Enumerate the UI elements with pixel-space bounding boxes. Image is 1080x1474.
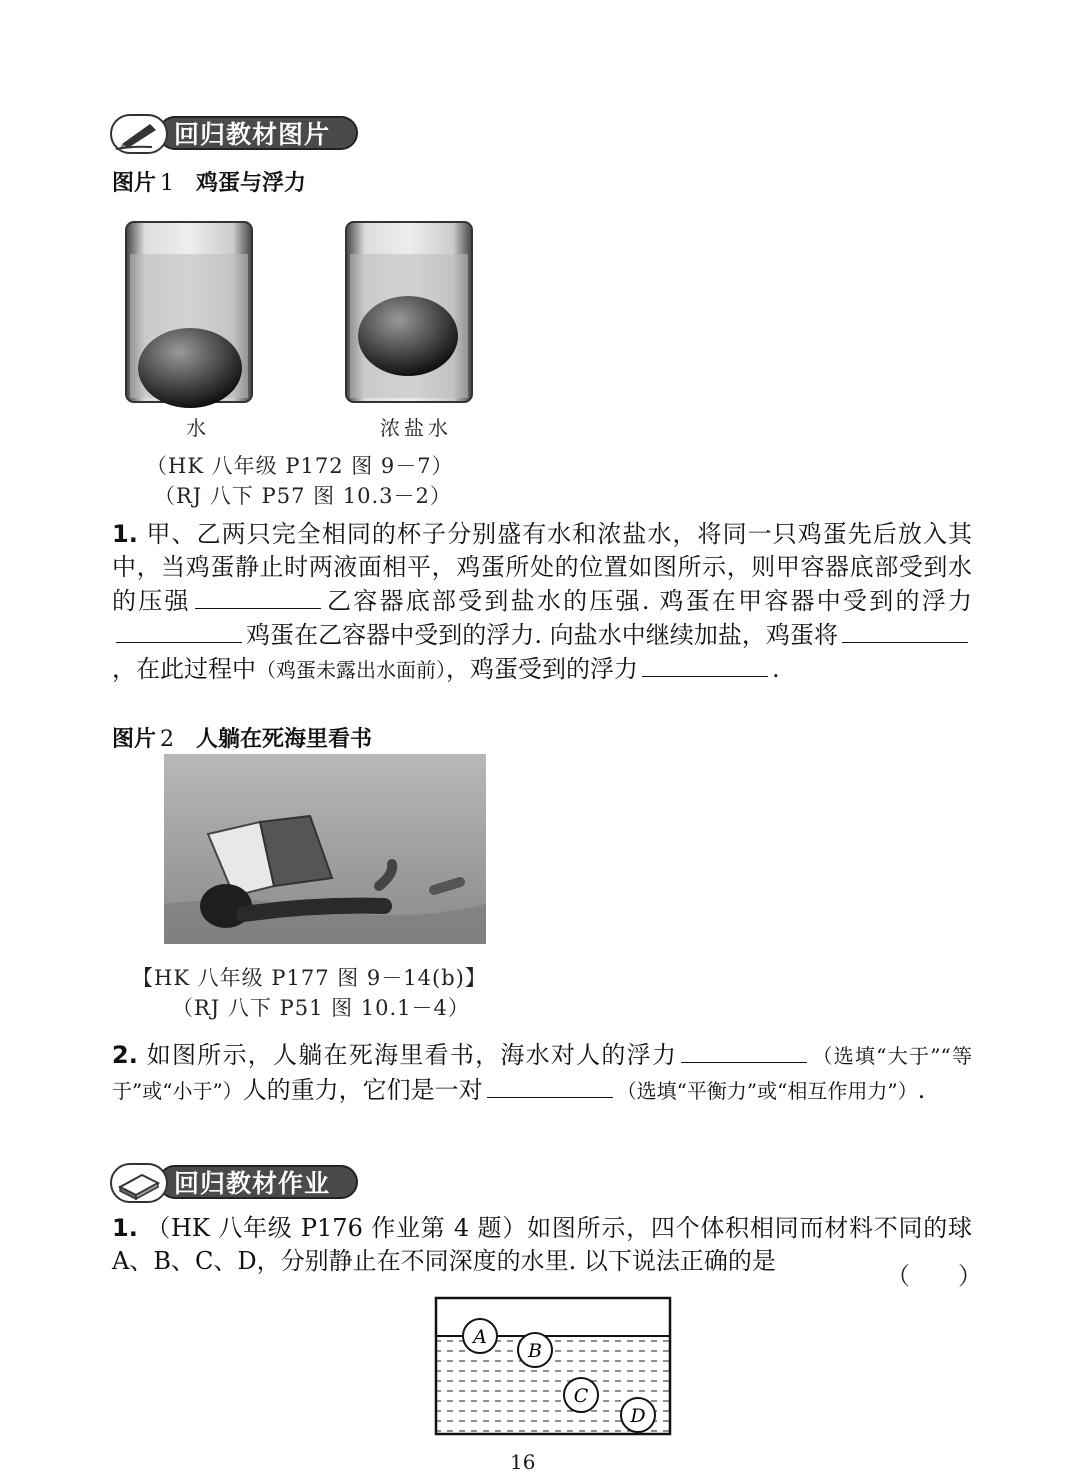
ball-c xyxy=(564,1378,598,1412)
question-text: 如图所示，四个体积相同而材料不同的球 A、B、C、D，分别静止在不同深度的水里. 以下说法正确的是 xyxy=(112,1214,973,1275)
figure-number: 1 xyxy=(160,171,175,196)
section-title: 回归教材作业 xyxy=(158,1165,358,1199)
svg-text:A: A xyxy=(473,1326,487,1348)
pencil-icon xyxy=(110,114,168,154)
answer-parentheses[interactable]: （ ） xyxy=(886,1262,982,1290)
question-text: 甲、乙两只完全相同的杯子分别盛有水和浓盐水，将同一只鸡蛋先后放入其中，当鸡蛋静止时两液面相平，鸡蛋所处的位置如图所示，则甲容器底部受到水的压强 xyxy=(112,520,972,615)
svg-text:B: B xyxy=(528,1340,542,1362)
question-source: （HK 八年级 P176 作业第 4 题） xyxy=(146,1214,528,1242)
page-number xyxy=(510,1450,535,1474)
figure-number: 2 xyxy=(160,727,175,752)
egg-beakers-photo xyxy=(118,218,488,408)
question-text: 如图所示，人躺在死海里看书，海水对人的浮力 xyxy=(146,1041,678,1069)
ball-a xyxy=(463,1319,497,1353)
question-number: 1. xyxy=(112,520,138,548)
question-2 xyxy=(112,1038,972,1108)
question-text: ，鸡蛋受到的浮力 xyxy=(446,655,638,683)
section-banner-homework xyxy=(110,1163,360,1203)
question-text: 乙容器底部受到盐水的压强. 鸡蛋在甲容器中受到的浮力 xyxy=(324,587,973,615)
figure-title-text: 人躺在死海里看书 xyxy=(196,727,373,752)
egg-sunk xyxy=(138,328,242,408)
section-banner-pictures xyxy=(110,114,360,154)
question-note: （鸡蛋未露出水面前） xyxy=(256,658,446,682)
ball-d xyxy=(621,1398,655,1432)
answer-blank[interactable] xyxy=(842,618,968,643)
book-icon xyxy=(110,1163,168,1203)
question-note: （选填“大于”“等于”或“小于”） xyxy=(112,1044,972,1103)
dead-sea-photo xyxy=(164,754,486,944)
question-text: ，在此过程中 xyxy=(112,655,256,683)
answer-blank[interactable] xyxy=(195,584,321,609)
figure2-ref-hk: 【HK 八年级 P177 图 9－14(b)】 xyxy=(132,966,487,990)
caption-water: 水 xyxy=(186,416,210,440)
question-text: 鸡蛋在乙容器中受到的浮力. 向盐水中继续加盐，鸡蛋将 xyxy=(246,621,838,649)
answer-blank[interactable] xyxy=(642,652,768,677)
ball-b xyxy=(518,1333,552,1367)
caption-salt-water: 浓盐水 xyxy=(380,416,452,440)
question-text: . xyxy=(917,1076,926,1104)
section-title: 回归教材图片 xyxy=(158,116,358,150)
question-note: （选填“平衡力”或“相互作用力”） xyxy=(616,1079,918,1103)
figure1-title xyxy=(112,166,306,197)
egg-suspended xyxy=(358,296,458,376)
question-text: . xyxy=(772,655,780,683)
figure2-title xyxy=(112,722,372,753)
homework-1 xyxy=(112,1212,972,1278)
svg-text:C: C xyxy=(573,1385,589,1407)
figure-label: 图片 xyxy=(112,727,157,752)
figure-label: 图片 xyxy=(112,171,157,196)
answer-blank[interactable] xyxy=(681,1038,807,1063)
figure2-ref-rj: （RJ 八下 P51 图 10.1－4） xyxy=(172,996,470,1020)
question-text: 人的重力，它们是一对 xyxy=(242,1076,483,1104)
answer-blank[interactable] xyxy=(487,1073,613,1098)
figure-title-text: 鸡蛋与浮力 xyxy=(196,171,307,196)
beaker-salt-water xyxy=(346,222,472,402)
balls-in-water-diagram xyxy=(434,1296,674,1438)
question-number: 1. xyxy=(112,1214,138,1242)
answer-blank[interactable] xyxy=(116,618,242,643)
page-number-text: 16 xyxy=(510,1450,536,1474)
svg-text:D: D xyxy=(630,1405,646,1427)
figure1-ref-hk: （HK 八年级 P172 图 9－7） xyxy=(146,454,454,478)
question-1 xyxy=(112,518,972,687)
beaker-water xyxy=(126,222,252,408)
figure1-ref-rj: （RJ 八下 P57 图 10.3－2） xyxy=(154,484,452,508)
question-number: 2. xyxy=(112,1041,138,1069)
